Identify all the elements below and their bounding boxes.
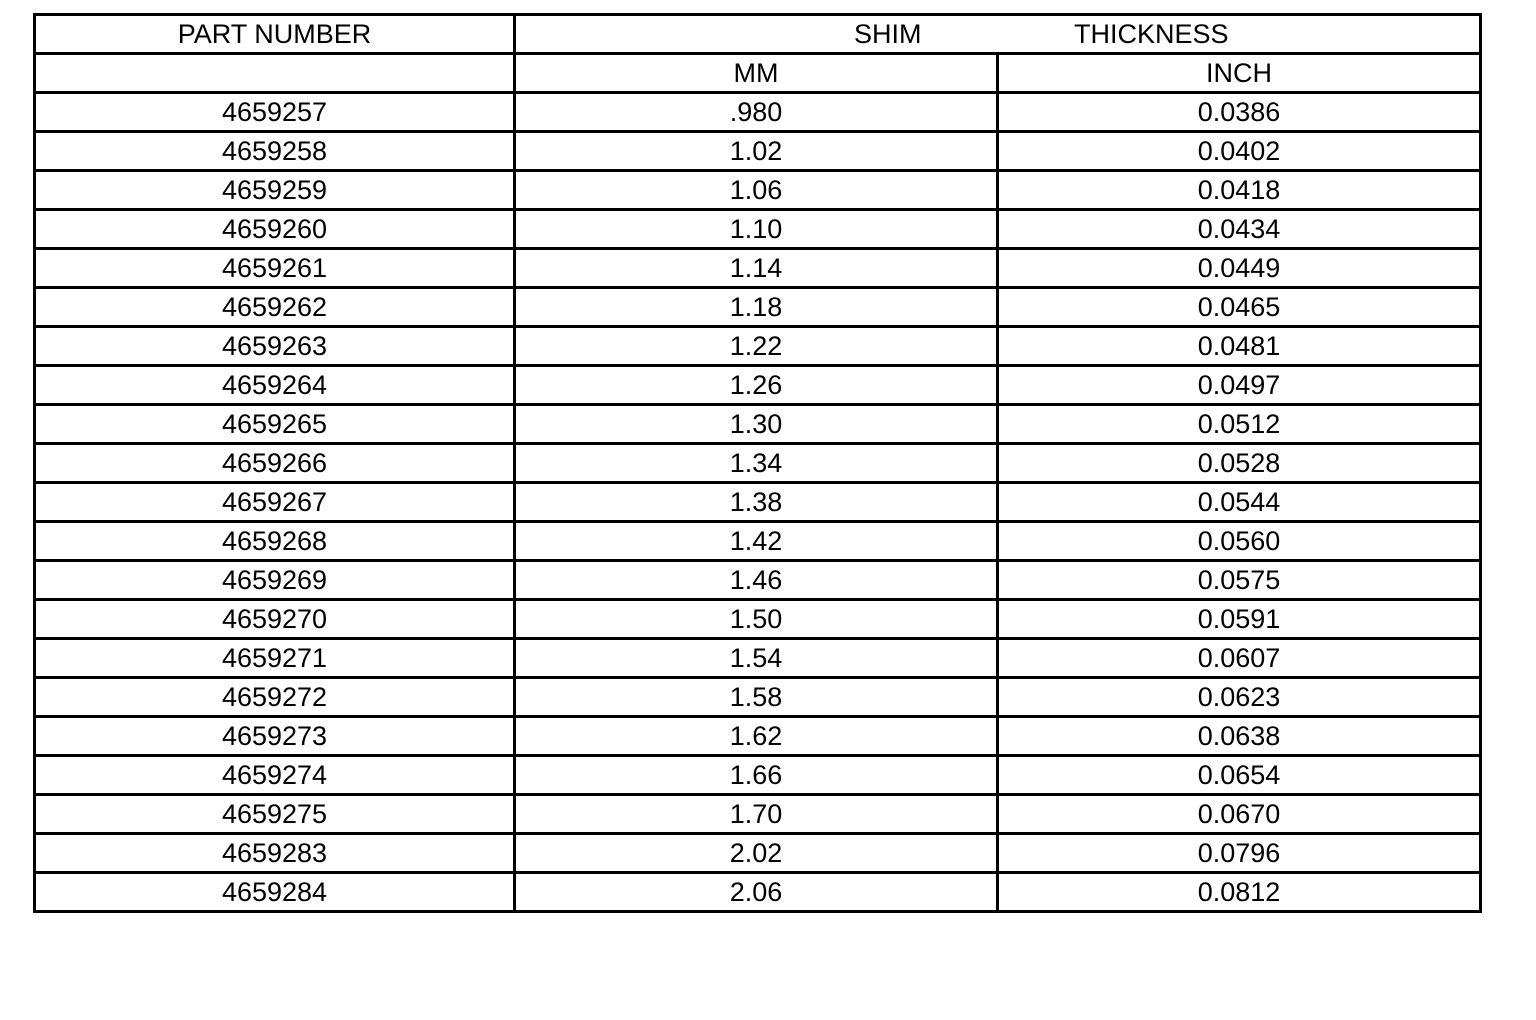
part-number-cell: 4659269 (35, 561, 515, 600)
table-row (35, 717, 1481, 756)
table-row (35, 132, 1481, 171)
mm-cell: 1.22 (515, 327, 998, 366)
part-number-cell: 4659283 (35, 834, 515, 873)
inch-cell: 0.0449 (998, 249, 1481, 288)
part-number-header-blank (35, 54, 515, 93)
mm-cell: 1.18 (515, 288, 998, 327)
table-row (35, 249, 1481, 288)
mm-cell: 1.26 (515, 366, 998, 405)
part-number-header: PART NUMBER (35, 15, 515, 54)
part-number-cell: 4659259 (35, 171, 515, 210)
shim-header-label: SHIM (854, 19, 922, 49)
table-row (35, 756, 1481, 795)
mm-cell: 1.38 (515, 483, 998, 522)
part-number-cell: 4659263 (35, 327, 515, 366)
part-number-cell: 4659261 (35, 249, 515, 288)
table-row (35, 522, 1481, 561)
mm-cell: 1.66 (515, 756, 998, 795)
mm-cell: 1.46 (515, 561, 998, 600)
table-row (35, 795, 1481, 834)
part-number-cell: 4659267 (35, 483, 515, 522)
thickness-header-label: THICKNESS (1074, 19, 1229, 49)
table-row (35, 405, 1481, 444)
table-row (35, 288, 1481, 327)
inch-cell: 0.0575 (998, 561, 1481, 600)
inch-cell: 0.0812 (998, 873, 1481, 912)
mm-cell: 1.50 (515, 600, 998, 639)
table-row (35, 639, 1481, 678)
mm-cell: 1.54 (515, 639, 998, 678)
part-number-cell: 4659262 (35, 288, 515, 327)
inch-cell: 0.0402 (998, 132, 1481, 171)
part-number-cell: 4659258 (35, 132, 515, 171)
mm-cell: 1.14 (515, 249, 998, 288)
part-number-cell: 4659265 (35, 405, 515, 444)
mm-cell: 1.34 (515, 444, 998, 483)
part-number-cell: 4659273 (35, 717, 515, 756)
table-row (35, 93, 1481, 132)
inch-cell: 0.0497 (998, 366, 1481, 405)
inch-cell: 0.0434 (998, 210, 1481, 249)
inch-cell: 0.0607 (998, 639, 1481, 678)
inch-cell: 0.0654 (998, 756, 1481, 795)
inch-cell: 0.0544 (998, 483, 1481, 522)
mm-cell: 1.58 (515, 678, 998, 717)
header-row-top (35, 15, 1481, 54)
part-number-cell: 4659271 (35, 639, 515, 678)
table-row (35, 600, 1481, 639)
part-number-cell: 4659268 (35, 522, 515, 561)
part-number-cell: 4659272 (35, 678, 515, 717)
inch-cell: 0.0528 (998, 444, 1481, 483)
shim-thickness-header (515, 15, 1481, 54)
mm-cell: 1.62 (515, 717, 998, 756)
header-row-units (35, 54, 1481, 93)
table-row (35, 366, 1481, 405)
inch-header: INCH (998, 54, 1481, 93)
part-number-cell: 4659264 (35, 366, 515, 405)
table-row (35, 171, 1481, 210)
table-row (35, 561, 1481, 600)
part-number-cell: 4659266 (35, 444, 515, 483)
mm-cell: 1.30 (515, 405, 998, 444)
mm-cell: .980 (515, 93, 998, 132)
inch-cell: 0.0796 (998, 834, 1481, 873)
inch-cell: 0.0481 (998, 327, 1481, 366)
part-number-cell: 4659270 (35, 600, 515, 639)
mm-cell: 2.06 (515, 873, 998, 912)
inch-cell: 0.0386 (998, 93, 1481, 132)
table-row (35, 327, 1481, 366)
mm-cell: 1.06 (515, 171, 998, 210)
inch-cell: 0.0418 (998, 171, 1481, 210)
inch-cell: 0.0560 (998, 522, 1481, 561)
inch-cell: 0.0623 (998, 678, 1481, 717)
table-row (35, 444, 1481, 483)
part-number-cell: 4659275 (35, 795, 515, 834)
mm-cell: 1.70 (515, 795, 998, 834)
mm-cell: 2.02 (515, 834, 998, 873)
part-number-cell: 4659257 (35, 93, 515, 132)
table-row (35, 678, 1481, 717)
inch-cell: 0.0638 (998, 717, 1481, 756)
inch-cell: 0.0670 (998, 795, 1481, 834)
table-row (35, 483, 1481, 522)
table-row (35, 873, 1481, 912)
part-number-cell: 4659260 (35, 210, 515, 249)
table-row (35, 210, 1481, 249)
mm-header: MM (515, 54, 998, 93)
table-row (35, 834, 1481, 873)
inch-cell: 0.0465 (998, 288, 1481, 327)
mm-cell: 1.42 (515, 522, 998, 561)
inch-cell: 0.0591 (998, 600, 1481, 639)
mm-cell: 1.10 (515, 210, 998, 249)
part-number-cell: 4659284 (35, 873, 515, 912)
part-number-cell: 4659274 (35, 756, 515, 795)
inch-cell: 0.0512 (998, 405, 1481, 444)
shim-thickness-table (33, 13, 1482, 913)
mm-cell: 1.02 (515, 132, 998, 171)
table-body (35, 15, 1481, 912)
